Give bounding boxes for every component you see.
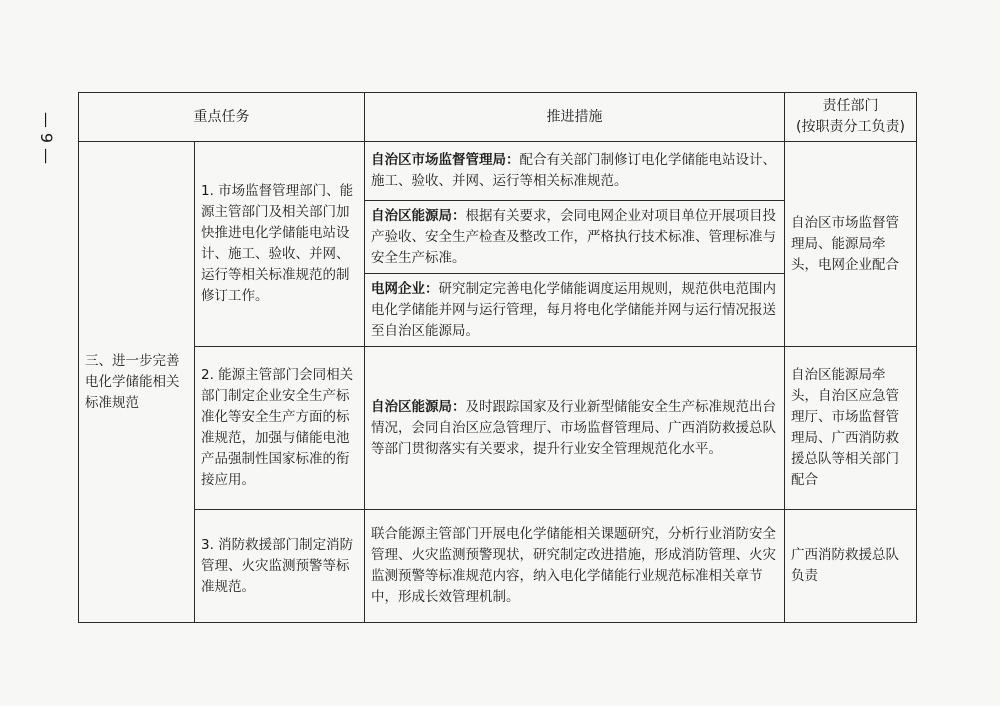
subtask-cell: 1. 市场监督管理部门、能源主管部门及相关部门加快推进电化学储能电站设计、施工、验收、并网、运行等相关标准规范的制修订工作。 [195, 142, 365, 347]
subtask-cell: 3. 消防救援部门制定消防管理、火灾监测预警等标准规范。 [195, 510, 365, 623]
category-cell: 三、进一步完善电化学储能相关标准规范 [79, 142, 195, 623]
header-dept: 责任部门 (按职责分工负责) [785, 93, 917, 142]
dept-cell: 自治区市场监督管理局、能源局牵头，电网企业配合 [785, 142, 917, 347]
header-task: 重点任务 [79, 93, 365, 142]
table-row [79, 510, 917, 623]
header-measures: 推进措施 [365, 93, 785, 142]
dept-cell: 广西消防救援总队负责 [785, 510, 917, 623]
measure-cell: 自治区能源局：根据有关要求，会同电网企业对项目单位开展项目投产验收、安全生产检查及整改工作，严格执行技术标准、管理标准与安全生产标准。 [365, 201, 785, 274]
table-header-row [79, 93, 917, 142]
subtask-cell: 2. 能源主管部门会同相关部门制定企业安全生产标准化等安全生产方面的标准规范，加强与储能电池产品强制性国家标准的衔接应用。 [195, 347, 365, 510]
measure-cell: 自治区市场监督管理局：配合有关部门制修订电化学储能电站设计、施工、验收、并网、运行等相关标准规范。 [365, 142, 785, 201]
measure-cell: 联合能源主管部门开展电化学储能相关课题研究，分析行业消防安全管理、火灾监测预警现状，研究制定改进措施，形成消防管理、火灾监测预警等标准规范内容，纳入电化学储能行业规范标准相关章节中，形成长效管理机制。 [365, 510, 785, 623]
table-row [79, 347, 917, 510]
measure-cell: 自治区能源局：及时跟踪国家及行业新型储能安全生产标准规范出台情况，会同自治区应急管理厅、市场监督管理局、广西消防救援总队等部门贯彻落实有关要求，提升行业安全管理规范化水平。 [365, 347, 785, 510]
dept-cell: 自治区能源局牵头，自治区应急管理厅、市场监督管理局、广西消防救援总队等相关部门配合 [785, 347, 917, 510]
tasks-table [78, 92, 917, 623]
page-number: — 9 — [37, 111, 56, 165]
measure-cell: 电网企业：研究制定完善电化学储能调度运用规则，规范供电范围内电化学储能并网与运行管理，每月将电化学储能并网与运行情况报送至自治区能源局。 [365, 274, 785, 347]
table-row [79, 142, 917, 201]
